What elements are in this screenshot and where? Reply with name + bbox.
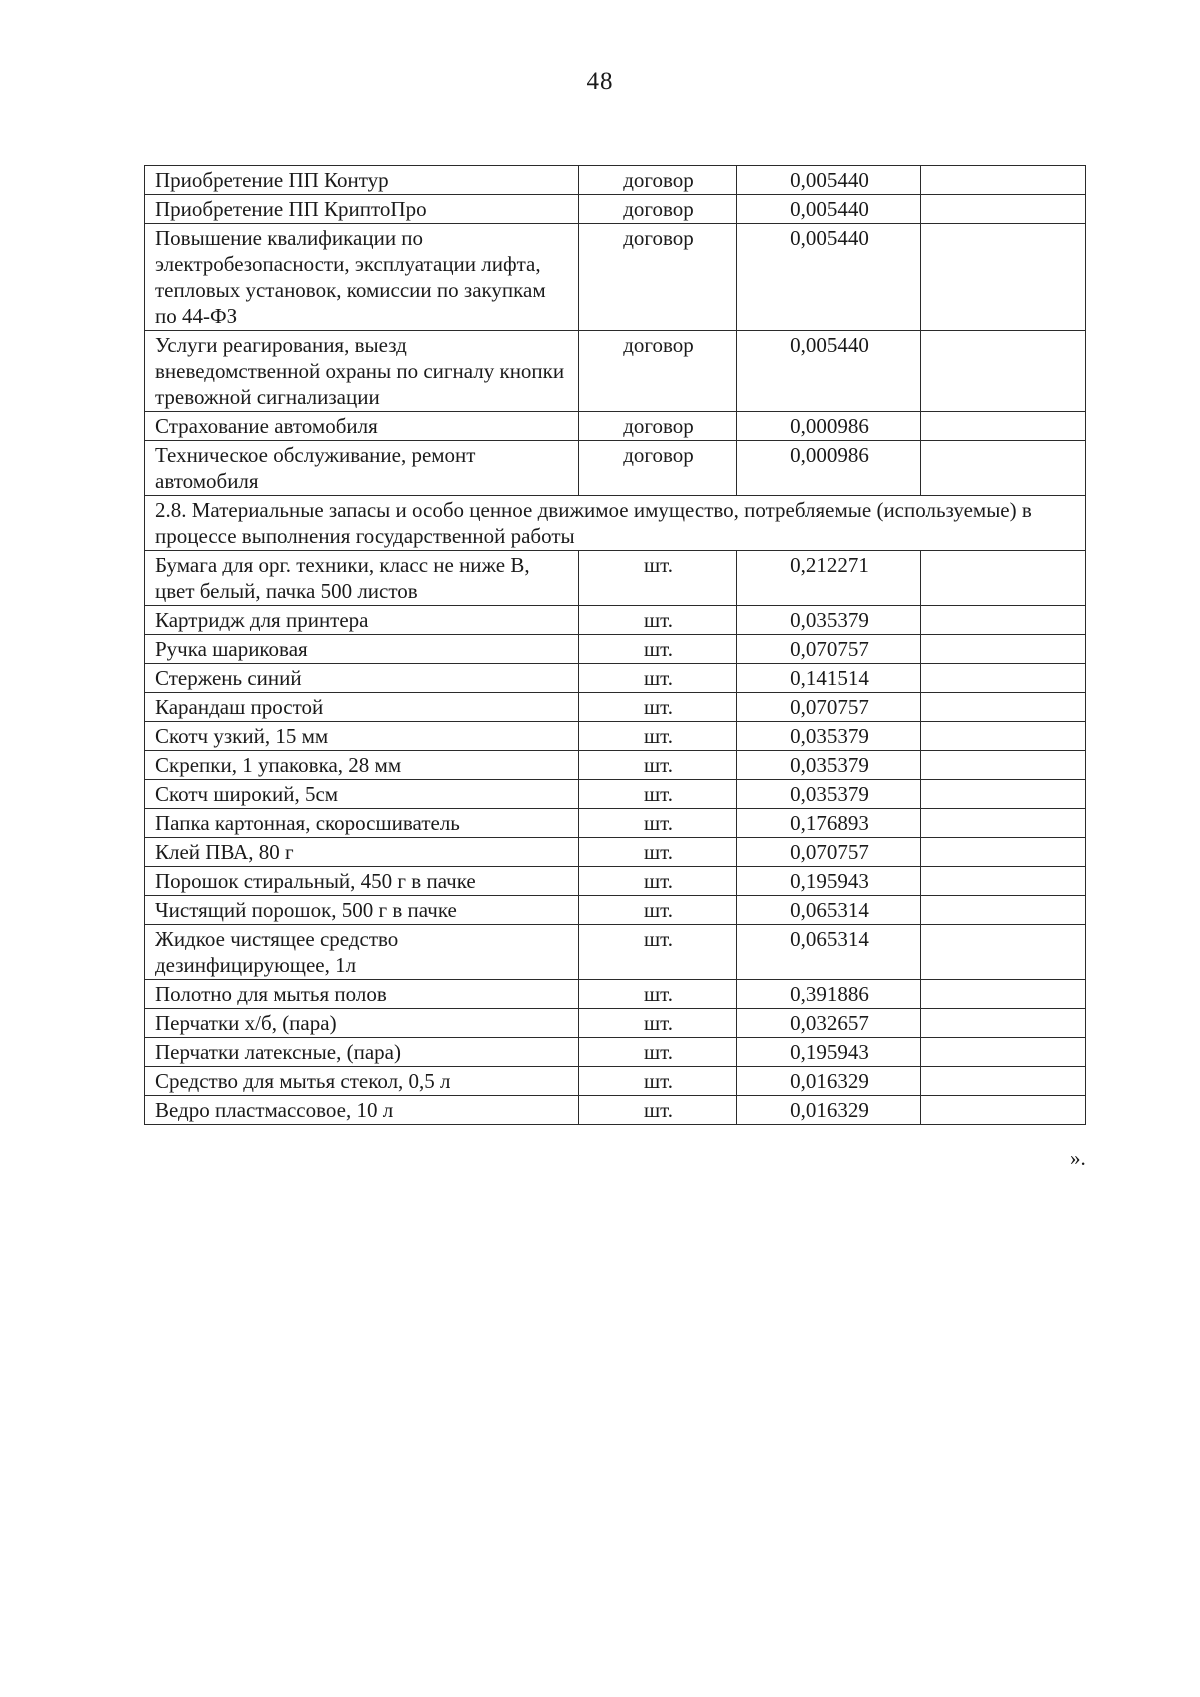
empty-cell (921, 441, 1086, 496)
item-name: Ручка шариковая (145, 635, 579, 664)
empty-cell (921, 809, 1086, 838)
item-value: 0,065314 (737, 925, 921, 980)
table-row (145, 195, 1086, 224)
item-unit: шт. (579, 1038, 737, 1067)
item-unit: шт. (579, 867, 737, 896)
empty-cell (921, 224, 1086, 331)
section-title: 2.8. Материальные запасы и особо ценное движимое имущество, потребляемые (используемые) в процессе выполнения государственной работы (145, 496, 1086, 551)
item-unit: шт. (579, 980, 737, 1009)
empty-cell (921, 722, 1086, 751)
item-value: 0,016329 (737, 1067, 921, 1096)
item-name: Повышение квалификации по электробезопасности, эксплуатации лифта, тепловых установок, комиссии по закупкам по 44-ФЗ (145, 224, 579, 331)
item-name: Скотч широкий, 5см (145, 780, 579, 809)
item-name: Картридж для принтера (145, 606, 579, 635)
item-value: 0,195943 (737, 1038, 921, 1067)
item-unit: шт. (579, 606, 737, 635)
item-unit: шт. (579, 1009, 737, 1038)
table-row (145, 896, 1086, 925)
empty-cell (921, 635, 1086, 664)
item-unit: договор (579, 412, 737, 441)
table-row (145, 1038, 1086, 1067)
item-value: 0,070757 (737, 693, 921, 722)
table-row (145, 1096, 1086, 1125)
item-unit: шт. (579, 809, 737, 838)
item-name: Полотно для мытья полов (145, 980, 579, 1009)
item-unit: шт. (579, 751, 737, 780)
table-row (145, 809, 1086, 838)
item-unit: шт. (579, 664, 737, 693)
materials-rows (145, 551, 1086, 1125)
table-row (145, 412, 1086, 441)
item-name: Клей ПВА, 80 г (145, 838, 579, 867)
empty-cell (921, 751, 1086, 780)
item-value: 0,005440 (737, 331, 921, 412)
table-row (145, 751, 1086, 780)
item-name: Скрепки, 1 упаковка, 28 мм (145, 751, 579, 780)
table-row (145, 980, 1086, 1009)
table-row (145, 838, 1086, 867)
item-name: Чистящий порошок, 500 г в пачке (145, 896, 579, 925)
item-value: 0,070757 (737, 635, 921, 664)
empty-cell (921, 606, 1086, 635)
item-value: 0,391886 (737, 980, 921, 1009)
empty-cell (921, 1009, 1086, 1038)
item-name: Папка картонная, скоросшиватель (145, 809, 579, 838)
table-row (145, 166, 1086, 195)
item-unit: договор (579, 331, 737, 412)
item-value: 0,141514 (737, 664, 921, 693)
item-unit: шт. (579, 780, 737, 809)
empty-cell (921, 166, 1086, 195)
item-value: 0,070757 (737, 838, 921, 867)
item-value: 0,005440 (737, 224, 921, 331)
item-name: Приобретение ПП КриптоПро (145, 195, 579, 224)
item-name: Средство для мытья стекол, 0,5 л (145, 1067, 579, 1096)
item-name: Ведро пластмассовое, 10 л (145, 1096, 579, 1125)
item-value: 0,035379 (737, 751, 921, 780)
item-name: Страхование автомобиля (145, 412, 579, 441)
item-unit: шт. (579, 896, 737, 925)
empty-cell (921, 1067, 1086, 1096)
empty-cell (921, 195, 1086, 224)
table-row (145, 722, 1086, 751)
item-unit: шт. (579, 925, 737, 980)
table-row (145, 606, 1086, 635)
table-row (145, 664, 1086, 693)
table-row (145, 780, 1086, 809)
section-header-row (145, 496, 1086, 551)
item-name: Услуги реагирования, выезд вневедомственной охраны по сигналу кнопки тревожной сигнализации (145, 331, 579, 412)
table-row (145, 441, 1086, 496)
item-value: 0,005440 (737, 166, 921, 195)
item-unit: шт. (579, 1067, 737, 1096)
item-name: Бумага для орг. техники, класс не ниже В, цвет белый, пачка 500 листов (145, 551, 579, 606)
table-row (145, 331, 1086, 412)
table-row (145, 551, 1086, 606)
empty-cell (921, 331, 1086, 412)
item-name: Карандаш простой (145, 693, 579, 722)
norms-table (144, 165, 1086, 1125)
table-row (145, 1067, 1086, 1096)
item-name: Перчатки латексные, (пара) (145, 1038, 579, 1067)
item-value: 0,035379 (737, 780, 921, 809)
empty-cell (921, 896, 1086, 925)
item-name: Порошок стиральный, 450 г в пачке (145, 867, 579, 896)
closing-quote-mark: ». (1070, 1146, 1086, 1170)
empty-cell (921, 867, 1086, 896)
page-number: 48 (586, 68, 614, 95)
item-value: 0,212271 (737, 551, 921, 606)
item-unit: шт. (579, 722, 737, 751)
item-name: Перчатки х/б, (пара) (145, 1009, 579, 1038)
item-value: 0,000986 (737, 441, 921, 496)
item-unit: шт. (579, 551, 737, 606)
empty-cell (921, 664, 1086, 693)
item-value: 0,005440 (737, 195, 921, 224)
empty-cell (921, 551, 1086, 606)
empty-cell (921, 1096, 1086, 1125)
table-row (145, 224, 1086, 331)
table-row (145, 867, 1086, 896)
empty-cell (921, 780, 1086, 809)
item-value: 0,065314 (737, 896, 921, 925)
item-name: Приобретение ПП Контур (145, 166, 579, 195)
table-row (145, 925, 1086, 980)
item-unit: договор (579, 441, 737, 496)
item-value: 0,000986 (737, 412, 921, 441)
item-unit: шт. (579, 838, 737, 867)
item-value: 0,032657 (737, 1009, 921, 1038)
empty-cell (921, 693, 1086, 722)
table-row (145, 1009, 1086, 1038)
item-value: 0,035379 (737, 606, 921, 635)
item-value: 0,016329 (737, 1096, 921, 1125)
item-name: Скотч узкий, 15 мм (145, 722, 579, 751)
empty-cell (921, 1038, 1086, 1067)
item-name: Жидкое чистящее средство дезинфицирующее, 1л (145, 925, 579, 980)
item-unit: договор (579, 166, 737, 195)
item-unit: шт. (579, 635, 737, 664)
empty-cell (921, 925, 1086, 980)
table-row (145, 693, 1086, 722)
item-name: Техническое обслуживание, ремонт автомобиля (145, 441, 579, 496)
item-unit: шт. (579, 1096, 737, 1125)
item-unit: договор (579, 195, 737, 224)
item-unit: договор (579, 224, 737, 331)
table-row (145, 635, 1086, 664)
empty-cell (921, 412, 1086, 441)
item-name: Стержень синий (145, 664, 579, 693)
empty-cell (921, 980, 1086, 1009)
item-value: 0,176893 (737, 809, 921, 838)
item-value: 0,195943 (737, 867, 921, 896)
item-unit: шт. (579, 693, 737, 722)
empty-cell (921, 838, 1086, 867)
item-value: 0,035379 (737, 722, 921, 751)
